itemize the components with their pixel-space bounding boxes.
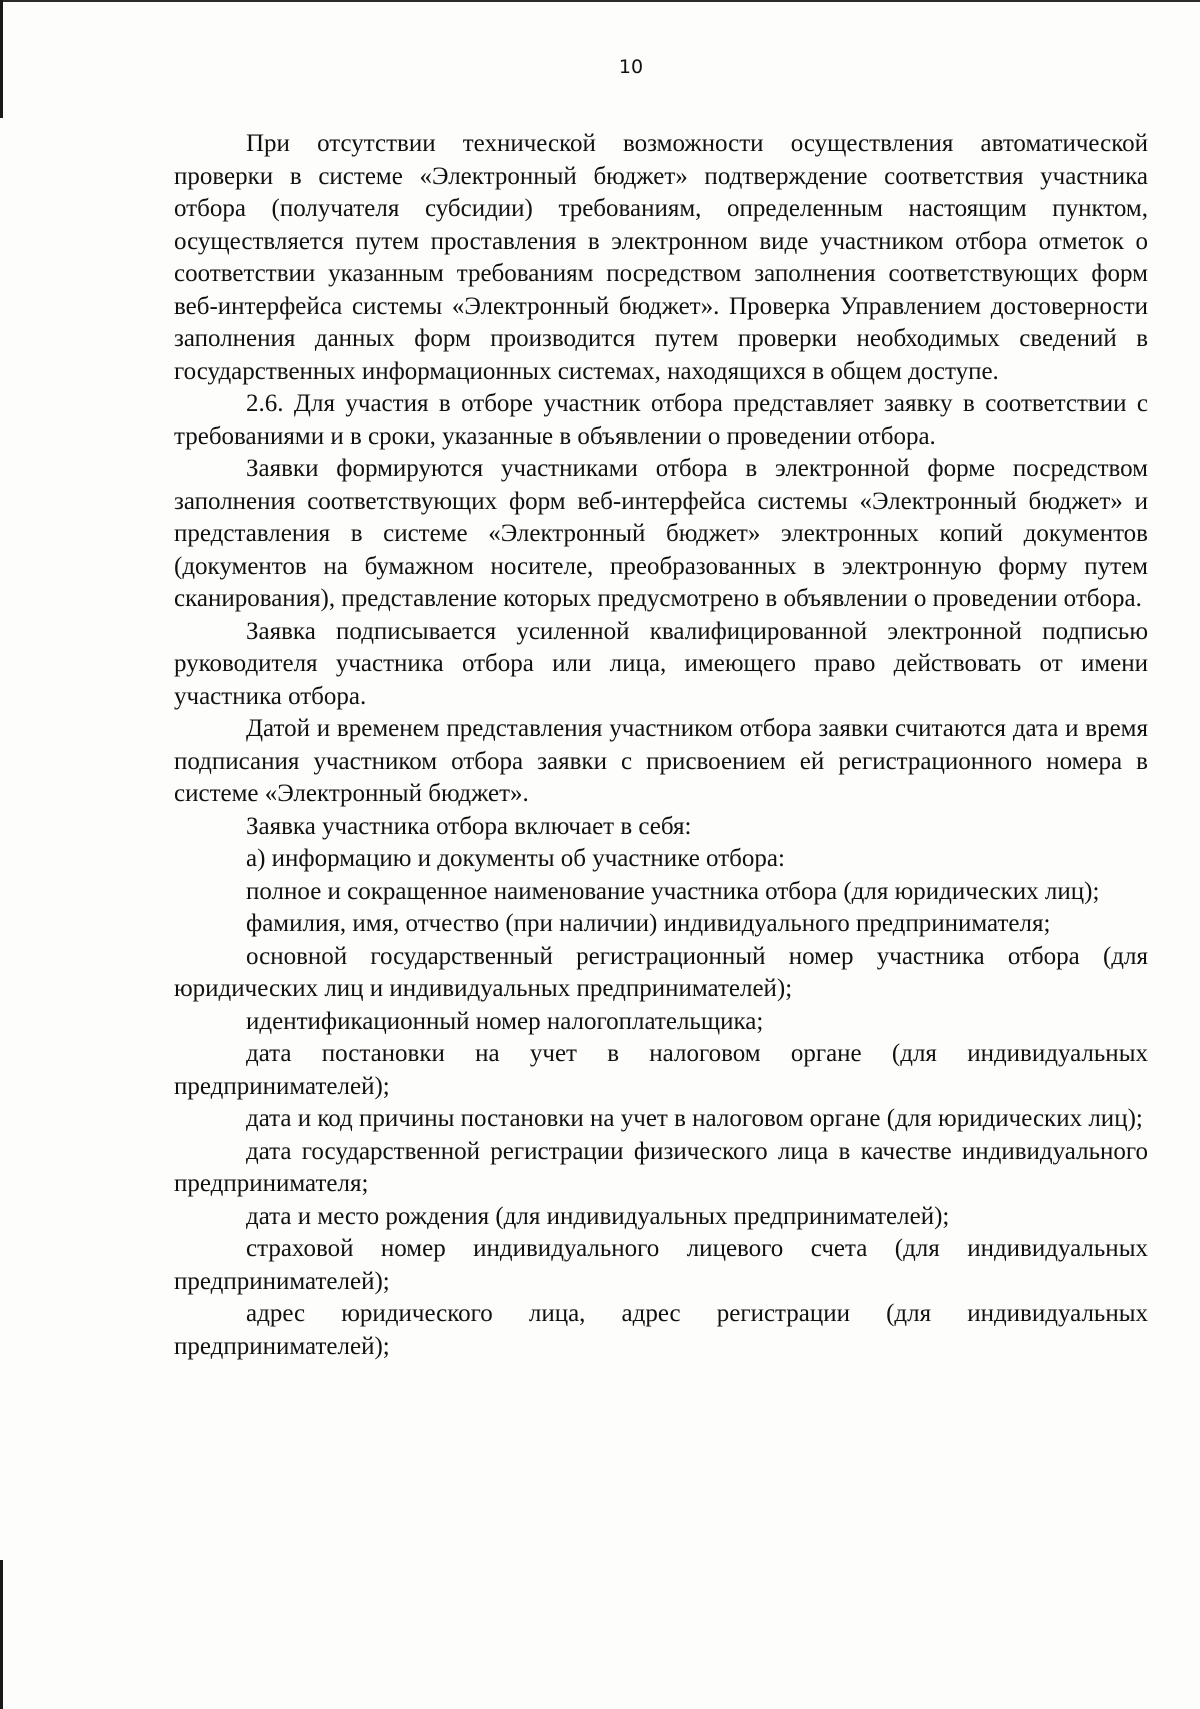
paragraph: 2.6. Для участия в отборе участник отбора представляет заявку в соответствии с требованиями и в сроки, указанные в объявлении о проведении отбора. — [174, 390, 1148, 450]
scan-edge-top — [0, 0, 1200, 2]
paragraph: Заявки формируются участниками отбора в электронной форме посредством заполнения соответствующих форм веб-интерфейса системы «Электронный бюджет» и представления в системе «Электронный бюджет» электронных копий документов (документов на бумажном носителе, преобразованных в электронную форму путем сканирования), представление которых предусмотрено в объявлении о проведении отбора. — [174, 455, 1148, 612]
paragraph: полное и сокращенное наименование участника отбора (для юридических лиц); — [246, 877, 1100, 905]
paragraph: адрес юридического лица, адрес регистрации (для индивидуальных предпринимателей); — [174, 1300, 1148, 1360]
page-number: 10 — [618, 56, 644, 78]
paragraph: дата постановки на учет в налоговом органе (для индивидуальных предпринимателей); — [174, 1040, 1148, 1100]
paragraph: а) информацию и документы об участнике отбора: — [246, 845, 785, 872]
paragraph: Заявка участника отбора включает в себя: — [246, 812, 692, 840]
paragraph: дата государственной регистрации физического лица в качестве индивидуального предпринимателя; — [174, 1137, 1148, 1197]
paragraph: дата и код причины постановки на учет в налоговом органе (для юридических лиц); — [246, 1105, 1143, 1132]
scan-edge-left-lower — [0, 1560, 3, 1709]
paragraph: дата и место рождения (для индивидуальных предпринимателей); — [246, 1202, 950, 1230]
paragraph: основной государственный регистрационный номер участника отбора (для юридических лиц и индивидуальных предпринимателей); — [174, 942, 1148, 1002]
paragraph: идентификационный номер налогоплательщика; — [246, 1007, 764, 1035]
document-body — [174, 128, 1148, 1363]
paragraph: Датой и временем представления участником отбора заявки считаются дата и время подписания участником отбора заявки с присвоением ей регистрационного номера в системе «Электронный бюджет». — [174, 715, 1148, 807]
paragraph: Заявка подписывается усиленной квалифицированной электронной подписью руководителя участника отбора или лица, имеющего право действовать от имени участника отбора. — [174, 617, 1148, 710]
paragraph: фамилия, имя, отчество (при наличии) индивидуального предпринимателя; — [246, 910, 1051, 937]
paragraph: При отсутствии технической возможности осуществления автоматической проверки в системе «Электронный бюджет» подтверждение соответствия участника отбора (получателя субсидии) требованиям, определенным настоящим пунктом, осуществляется путем проставления в электронном виде участником отбора отметок о соответствии указанным требованиям посредством заполнения соответствующих форм веб-интерфейса системы «Электронный бюджет». Проверка Управлением достоверности заполнения данных форм производится путем проверки необходимых сведений в государственных информационных системах, находящихся в общем доступе. — [174, 130, 1148, 385]
paragraph: страховой номер индивидуального лицевого счета (для индивидуальных предпринимателей); — [174, 1235, 1148, 1295]
